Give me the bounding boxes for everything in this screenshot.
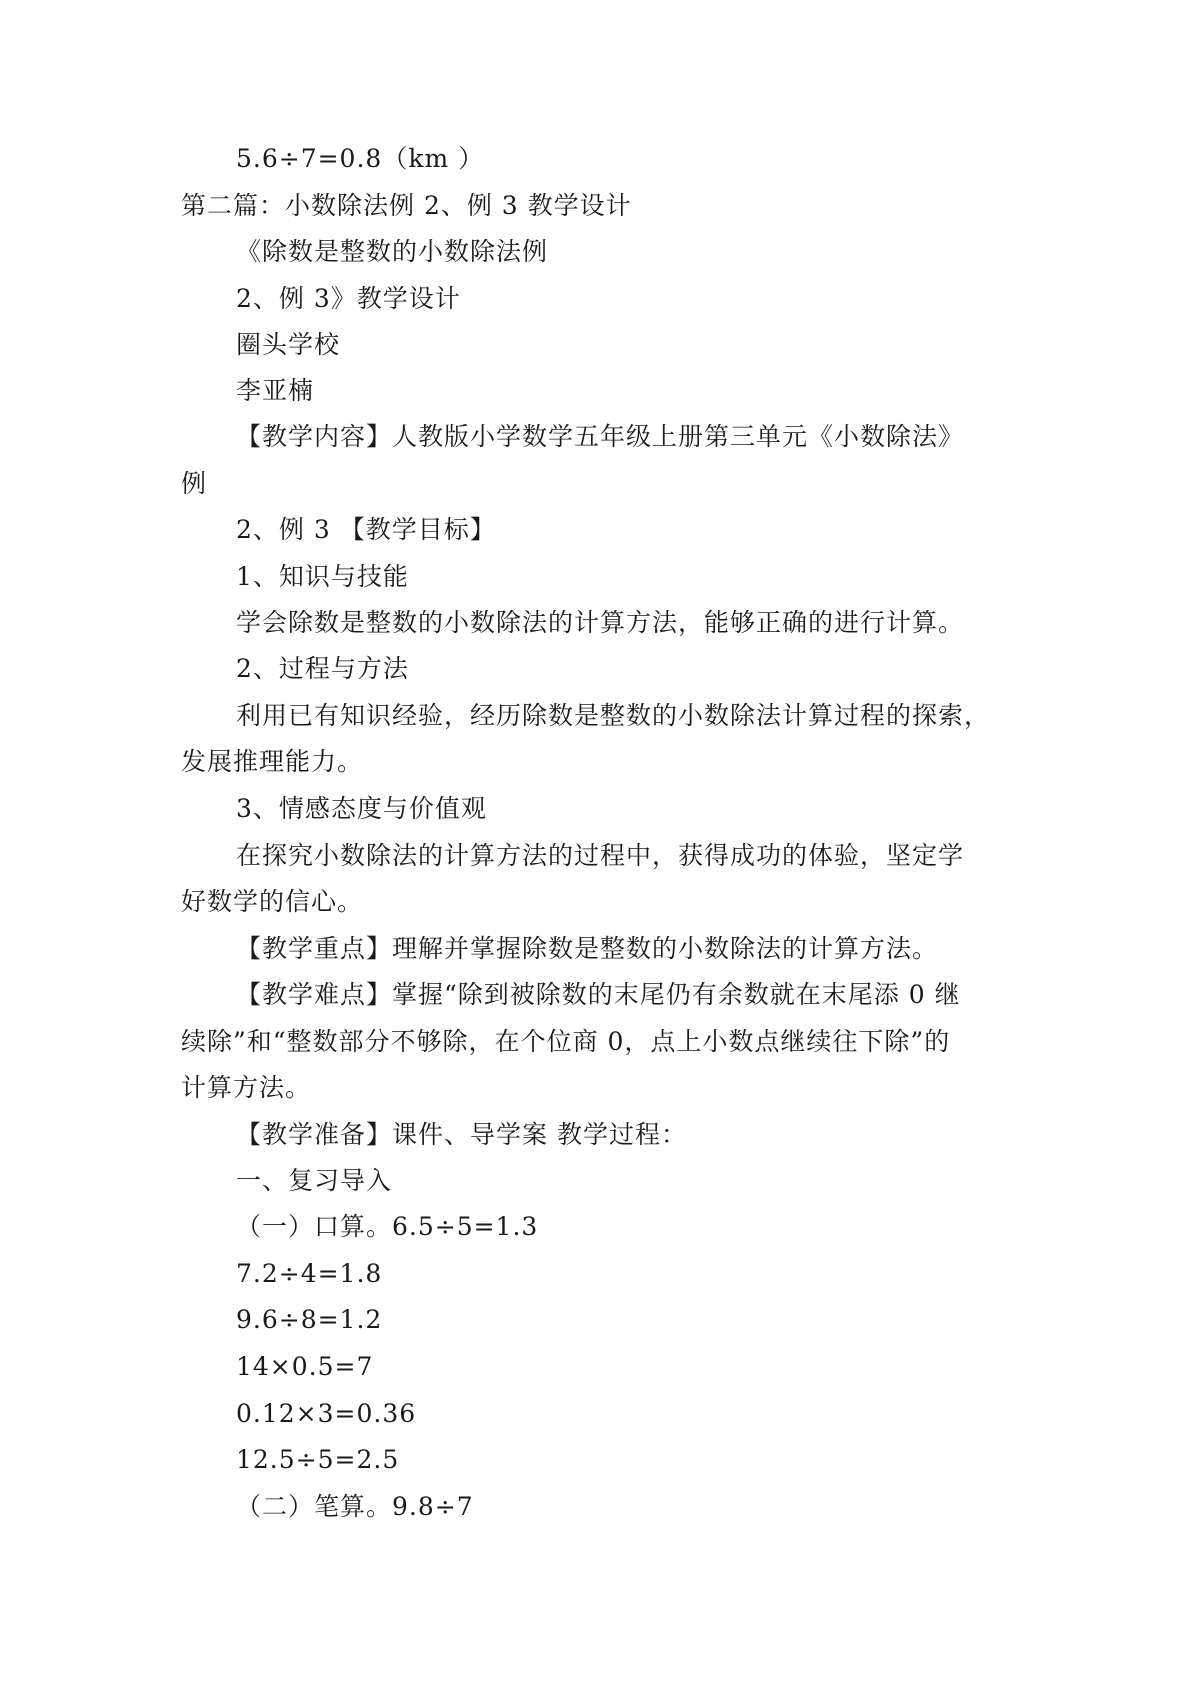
text-line: 7.2÷4=1.8: [236, 1259, 383, 1288]
text-line: 【教学重点】理解并掌握除数是整数的小数除法的计算方法。: [236, 934, 939, 963]
text-line: 3、情感态度与价值观: [236, 794, 487, 823]
text-line: 2、例 3》教学设计: [236, 284, 461, 313]
text-line: 学会除数是整数的小数除法的计算方法，能够正确的进行计算。: [236, 608, 965, 637]
text-line: 《除数是整数的小数除法例: [236, 237, 549, 266]
text-line: 2、例 3 【教学目标】: [236, 515, 496, 544]
text-line: 李亚楠: [236, 376, 315, 405]
section-heading: 第二篇：小数除法例 2、例 3 教学设计: [181, 191, 632, 220]
text-line: 5.6÷7=0.8（km ）: [236, 144, 485, 173]
text-line: （二）笔算。9.8÷7: [236, 1492, 474, 1521]
text-line: 2、过程与方法: [236, 654, 409, 683]
text-line: 圈头学校: [236, 330, 341, 359]
text-line: 【教学难点】掌握“除到被除数的末尾仍有余数就在末尾添 0 继: [236, 980, 961, 1009]
text-line: 好数学的信心。: [181, 887, 364, 916]
text-line: 在探究小数除法的计算方法的过程中，获得成功的体验，坚定学: [236, 841, 965, 870]
text-line: 【教学准备】课件、导学案 教学过程：: [236, 1120, 687, 1149]
text-line: 发展推理能力。: [181, 747, 364, 776]
text-line: 例: [181, 469, 208, 498]
text-line: 计算方法。: [181, 1073, 312, 1102]
text-line: 1、知识与技能: [236, 562, 409, 591]
text-line: 9.6÷8=1.2: [236, 1305, 383, 1334]
text-line: 利用已有知识经验，经历除数是整数的小数除法计算过程的探索，: [236, 701, 991, 730]
text-line: 0.12×3=0.36: [236, 1399, 417, 1428]
text-line: 一、复习导入: [236, 1166, 393, 1195]
text-line: （一）口算。6.5÷5=1.3: [236, 1212, 539, 1241]
text-line: 【教学内容】人教版小学数学五年级上册第三单元《小数除法》: [236, 422, 965, 451]
text-line: 14×0.5=7: [236, 1352, 374, 1381]
text-line: 12.5÷5=2.5: [236, 1445, 400, 1474]
text-line: 续除”和“整数部分不够除，在个位商 0，点上小数点继续往下除”的: [181, 1027, 951, 1056]
